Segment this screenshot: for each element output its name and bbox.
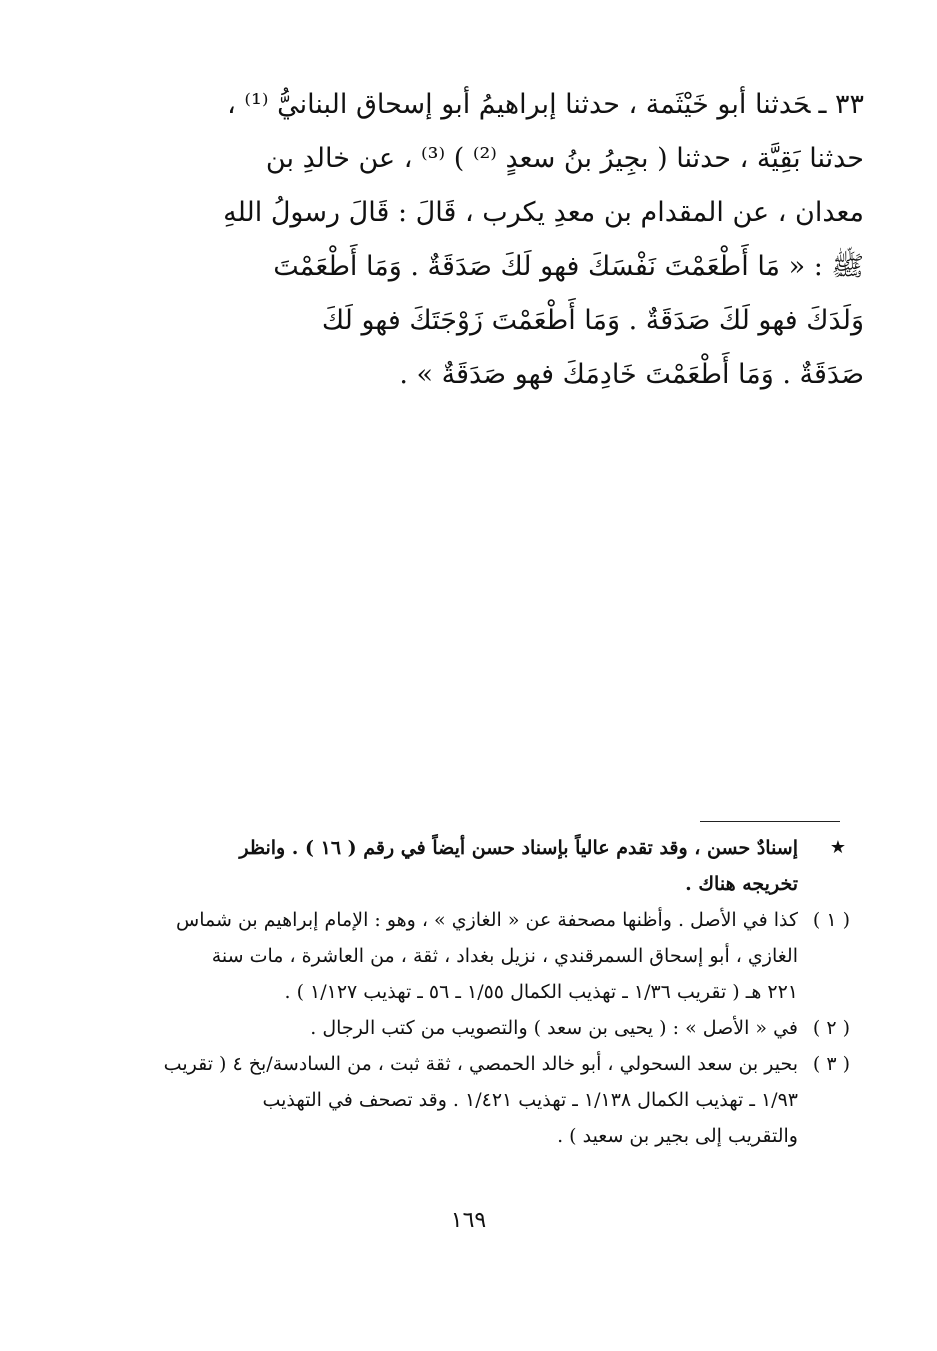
footnote-2: [128, 1010, 850, 1046]
footnote-body: كذا في الأصل . وأظنها مصحفة عن « الغازي » ، وهو : الإمام إبراهيم بن شماس الغازي ، أبو إسحاق السمرقندي ، نزيل بغداد ، ثقة ، من العاشرة ، مات سنة ٢٢١ هـ ( تقريب ١/٣٦ ـ تهذيب الكمال ١/٥٥ ـ ٥٦ ـ تهذيب ١/١٢٧ ) .: [176, 909, 798, 1003]
footnote-marker: ( ١ ): [812, 909, 850, 931]
footnote-1: [128, 902, 850, 1010]
page-number: ١٦٩: [450, 1208, 487, 1233]
hadith-line: ﷺ : « مَا أَطْعَمْتَ نَفْسَكَ فهو لَكَ صَدَقَةٌ . وَمَا أَطْعَمْتَ: [273, 251, 864, 282]
star-marker: ★: [829, 837, 846, 858]
footnote-body: في « الأصل » : ( يحيى بن سعد ) والتصويب من كتب الرجال .: [310, 1017, 798, 1039]
footnote-3: [128, 1046, 850, 1154]
footnote-divider: [700, 821, 840, 822]
hadith-text: [128, 78, 864, 402]
hadith-number: ٣٣ ـ: [818, 89, 864, 120]
footnote-body: بحير بن سعد السحولي ، أبو خالد الحمصي ، ثقة ثبت ، من السادسة/بخ ٤ ( تقريب ١/٩٣ ـ تهذيب الكمال ١/١٣٨ ـ تهذيب ١/٤٢١ . وقد تصحف في التهذيب والتقريب إلى بجير بن سعيد ) .: [163, 1053, 798, 1147]
footnote-marker: ( ٢ ): [812, 1017, 850, 1039]
hadith-line: صَدَقَةٌ . وَمَا أَطْعَمْتَ خَادِمَكَ فهو صَدَقَةٌ » .: [399, 359, 864, 390]
footnote-body: إسنادٌ حسن ، وقد تقدم عالياً بإسناد حسن أيضاً في رقم ( ١٦ ) . وانظر تخريجه هناك .: [239, 837, 798, 895]
hadith-line: ٣٣ ـحَدثنا أبو خَيْثَمة ، حدثنا إبراهيمُ أبو إسحاق البنانيُّ ⁽¹⁾ ،: [227, 89, 864, 120]
footnotes: [128, 830, 850, 1154]
hadith-line: معدان ، عن المقدام بن معدِ يكرب ، قَالَ : قَالَ رسولُ اللهِ: [223, 197, 864, 228]
hadith-line: حدثنا بَقِيَّة ، حدثنا ( بجِيرُ بنُ سعدٍ ⁽²⁾ ) ⁽³⁾ ، عن خالدِ بن: [265, 143, 864, 174]
hadith-line: وَلَدَكَ فهو لَكَ صَدَقَةٌ . وَمَا أَطْعَمْتَ زَوْجَتَكَ فهو لَكَ: [321, 305, 864, 336]
footnote-marker: ( ٣ ): [812, 1053, 850, 1075]
footnote-star: [128, 830, 850, 902]
